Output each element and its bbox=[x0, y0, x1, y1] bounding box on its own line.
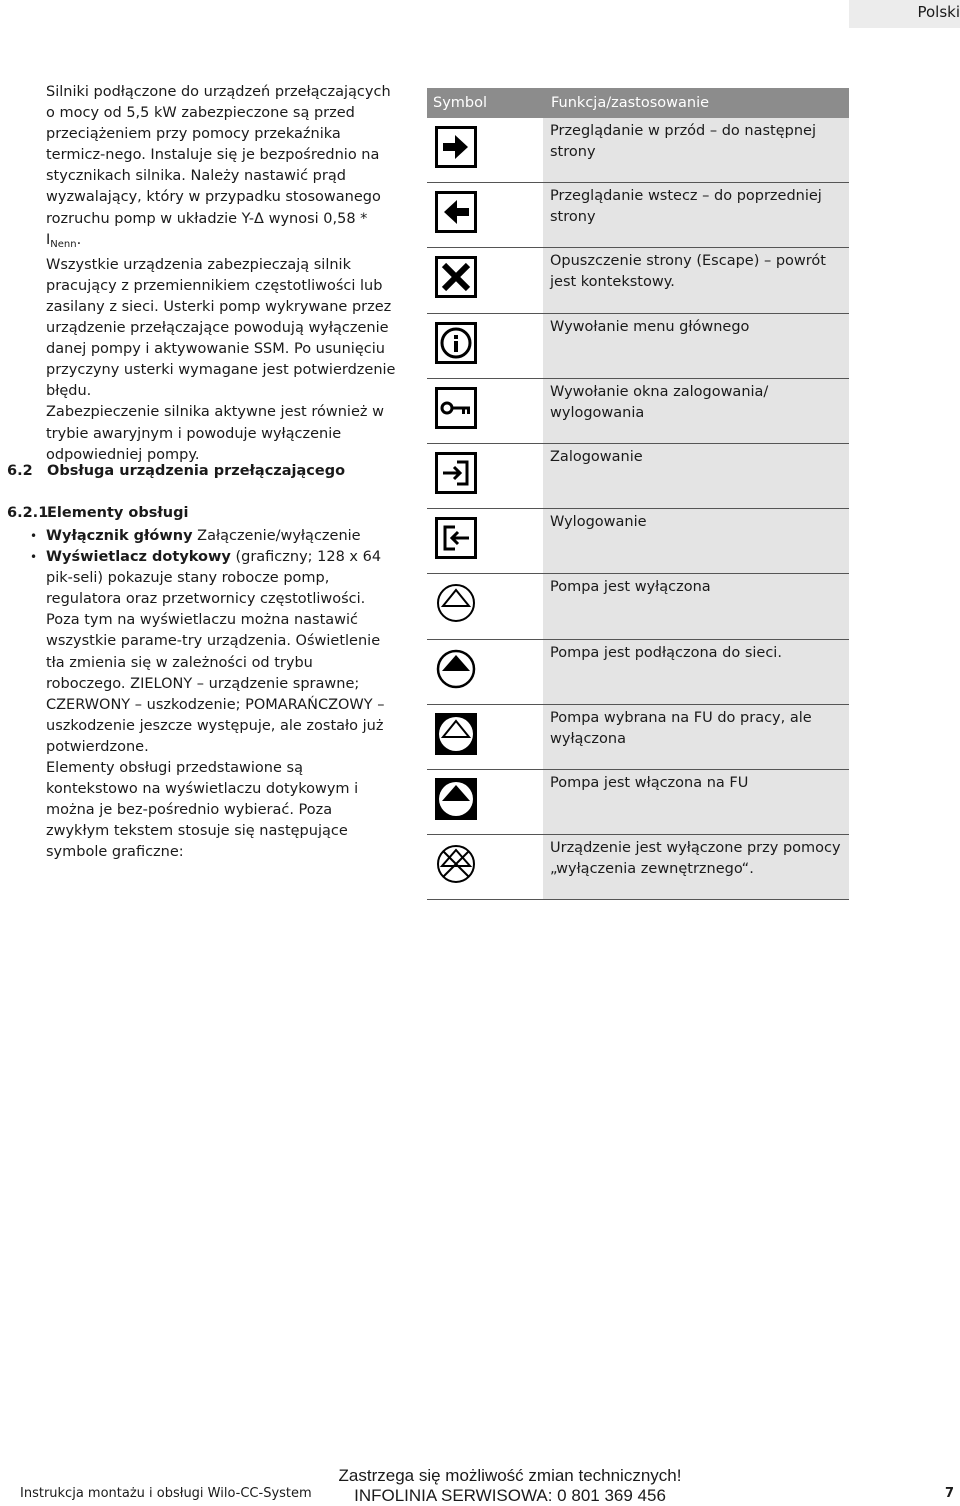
symbol-cell bbox=[427, 378, 543, 443]
function-cell: Pompa jest włączona na FU bbox=[543, 769, 849, 834]
paragraph-motor-protection bbox=[46, 82, 396, 255]
section-heading-6-2 bbox=[7, 463, 345, 479]
function-cell: Opuszczenie strony (Escape) – powrót jest kontekstowy. bbox=[543, 248, 849, 313]
table-row bbox=[427, 378, 849, 443]
footer-notice bbox=[320, 1466, 700, 1506]
function-cell: Urządzenie jest wyłączone przy pomocy „wyłączenia zewnętrznego“. bbox=[543, 835, 849, 900]
function-cell: Pompa jest podłączona do sieci. bbox=[543, 639, 849, 704]
table-row bbox=[427, 769, 849, 834]
function-cell: Przeglądanie wstecz – do poprzedniej strony bbox=[543, 183, 849, 248]
table-row bbox=[427, 704, 849, 769]
list-item-main-switch bbox=[30, 526, 392, 547]
footer-notice-line: Zastrzega się możliwość zmian technicznych! bbox=[338, 1466, 682, 1485]
section-heading-6-2-1 bbox=[7, 505, 188, 521]
subscript-nenn: Nenn bbox=[50, 238, 77, 250]
list-item-touch-display bbox=[30, 547, 392, 758]
function-cell: Pompa jest wyłączona bbox=[543, 574, 849, 639]
section-title: Elementy obsługi bbox=[47, 505, 189, 521]
function-cell: Wywołanie menu głównego bbox=[543, 313, 849, 378]
function-cell: Przeglądanie w przód – do następnej strony bbox=[543, 118, 849, 183]
symbol-cell bbox=[427, 443, 543, 508]
pump-fu-selected-off-icon bbox=[435, 713, 477, 755]
footer-manual-title: Instrukcja montażu i obsługi Wilo-CC-System bbox=[20, 1486, 312, 1501]
paragraph-devices: Wszystkie urządzenia zabezpieczają silnik pracujący z przemiennikiem częstotliwości lub zasilany z sieci. Usterki pomp wykrywane przez urządzenie przełączające powodują wyłączenie danej pompy i aktywowanie SSM. Po usunięciu przyczyny usterki wymagane jest potwierdzenie błędu. bbox=[46, 256, 396, 400]
footer-hotline: INFOLINIA SERWISOWA: 0 801 369 456 bbox=[354, 1486, 666, 1505]
pump-off-icon bbox=[435, 582, 477, 624]
external-off-icon bbox=[435, 843, 477, 885]
list-item-term: Wyświetlacz dotykowy bbox=[46, 549, 231, 566]
login-icon bbox=[435, 452, 477, 494]
table-row bbox=[427, 835, 849, 900]
table-row bbox=[427, 639, 849, 704]
logout-icon bbox=[435, 517, 477, 559]
symbol-cell bbox=[427, 313, 543, 378]
symbol-cell bbox=[427, 704, 543, 769]
section-number: 6.2 bbox=[7, 463, 33, 479]
key-icon bbox=[435, 387, 477, 429]
pump-mains-icon bbox=[435, 648, 477, 690]
page-number: 7 bbox=[945, 1486, 955, 1501]
column-header-symbol: Symbol bbox=[427, 88, 543, 118]
paragraph-symbols-intro: Elementy obsługi przedstawione są kontekstowo na wyświetlaczu dotykowym i można je bez-pośrednio wybierać. Poza zwykłym tekstem stosuje się następujące symbole graficzne: bbox=[46, 760, 359, 861]
paragraph-text: Silniki podłączone do urządzeń przełączających o mocy od 5,5 kW zabezpieczone są przed przeciążeniem przy pomocy przekaźnika termicz-nego. Instaluje się je bezpośrednio na stycznikach silnika. Należy nastawić prąd wyzwalający, który w przypadku stosowanego rozruchu pomp w układzie Y-Δ wynosi 0,58 * I bbox=[46, 84, 391, 248]
list-item-term: Wyłącznik główny bbox=[46, 528, 193, 544]
left-column bbox=[46, 82, 396, 466]
symbol-cell bbox=[427, 183, 543, 248]
info-icon bbox=[435, 322, 477, 364]
symbol-cell bbox=[427, 639, 543, 704]
symbol-cell bbox=[427, 835, 543, 900]
table-row bbox=[427, 183, 849, 248]
pump-fu-on-icon bbox=[435, 778, 477, 820]
forward-arrow-icon bbox=[435, 126, 477, 168]
symbol-cell bbox=[427, 574, 543, 639]
language-label: Polski bbox=[917, 3, 960, 21]
table-row bbox=[427, 574, 849, 639]
symbol-cell bbox=[427, 248, 543, 313]
function-cell: Wylogowanie bbox=[543, 509, 849, 574]
list-item-text: Załączenie/wyłączenie bbox=[192, 528, 361, 544]
back-arrow-icon bbox=[435, 191, 477, 233]
controls-list bbox=[30, 526, 392, 864]
section-number: 6.2.1 bbox=[7, 505, 49, 521]
escape-x-icon bbox=[435, 256, 477, 298]
symbol-cell bbox=[427, 769, 543, 834]
symbol-cell bbox=[427, 509, 543, 574]
column-header-function: Funkcja/zastosowanie bbox=[543, 88, 849, 118]
function-cell: Wywołanie okna zalogowania/ wylogowania bbox=[543, 378, 849, 443]
function-cell: Pompa wybrana na FU do pracy, ale wyłączona bbox=[543, 704, 849, 769]
symbol-cell bbox=[427, 118, 543, 183]
table-row bbox=[427, 443, 849, 508]
table-row bbox=[427, 118, 849, 183]
function-cell: Zalogowanie bbox=[543, 443, 849, 508]
paragraph-emergency: Zabezpieczenie silnika aktywne jest również w trybie awaryjnym i powoduje wyłączenie odpowiedniej pompy. bbox=[46, 404, 384, 463]
language-tab bbox=[849, 0, 960, 28]
table-row bbox=[427, 313, 849, 378]
table-row bbox=[427, 509, 849, 574]
table-header-row bbox=[427, 88, 849, 118]
symbol-table bbox=[427, 88, 849, 900]
section-title: Obsługa urządzenia przełączającego bbox=[47, 463, 346, 479]
table-row bbox=[427, 248, 849, 313]
list-item-text: (graficzny; 128 x 64 pik-seli) pokazuje stany robocze pomp, regulatora oraz przetwornicy częstotliwości. Poza tym na wyświetlaczu można nastawić wszystkie parame-try urządzenia. Oświetlenie tła zmienia się w zależności od trybu roboczego. ZIELONY – urządzenie sprawne; CZERWONY – uszkodzenie; POMARAŃCZOWY – uszkodzenie jeszcze występuje, ale zostało już potwierdzone. bbox=[46, 549, 385, 755]
paragraph-end: . bbox=[76, 231, 82, 248]
